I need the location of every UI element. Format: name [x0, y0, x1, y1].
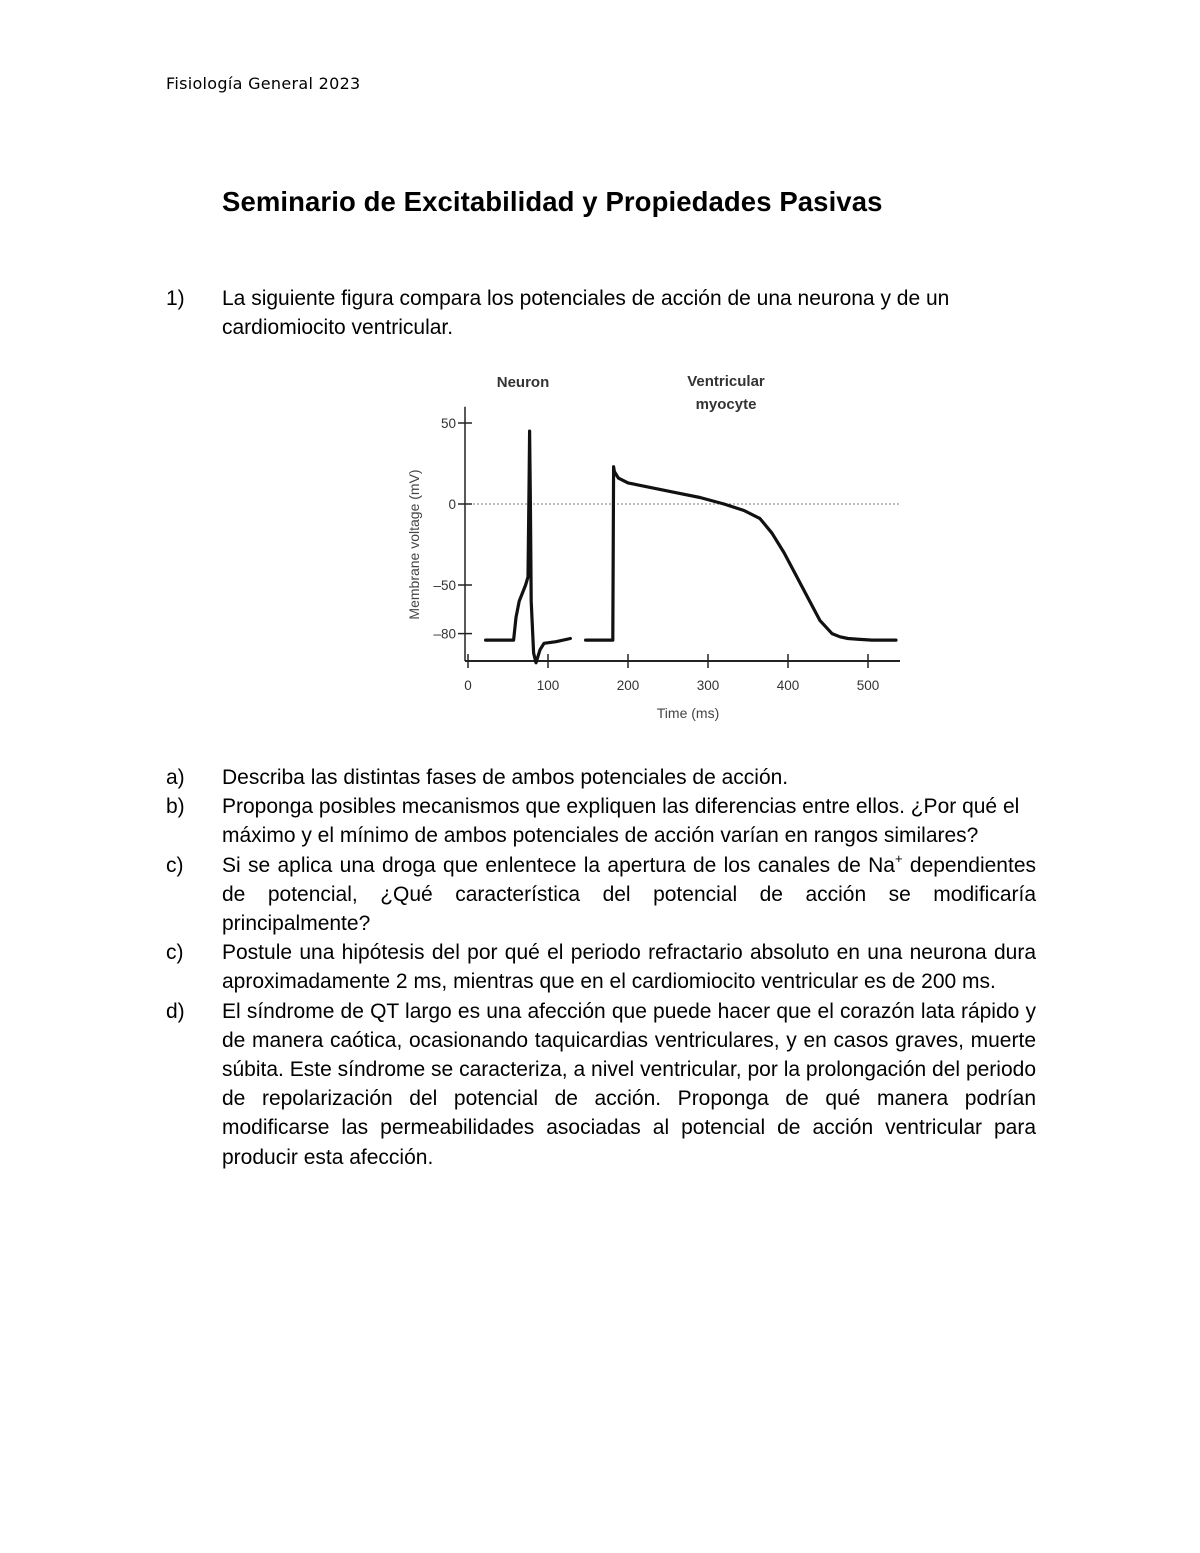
- sub-question-label: c): [166, 853, 184, 877]
- x-tick-label: 0: [464, 678, 472, 693]
- question-number: 1): [166, 287, 185, 310]
- sub-question-d: [166, 997, 1036, 1172]
- sub-question-label: c): [166, 941, 184, 965]
- x-tick-label: 200: [616, 678, 640, 693]
- y-tick-label: 50: [440, 416, 456, 431]
- action-potential-chart: [395, 360, 915, 725]
- x-tick-label: 100: [536, 678, 560, 693]
- y-tick-label: –80: [433, 626, 456, 642]
- x-tick-label: 400: [776, 678, 800, 693]
- page-title: Seminario de Excitabilidad y Propiedades Pasivas: [222, 186, 883, 217]
- myocyte-title-line-1: Ventricular: [687, 373, 765, 390]
- x-tick-label: 500: [856, 678, 880, 693]
- sub-question-list: [166, 763, 1036, 1172]
- y-tick-label: 0: [448, 497, 456, 512]
- sub-question-b: [166, 792, 1036, 850]
- sub-question-c1: [166, 851, 1036, 939]
- sub-question-text: Postule una hipótesis del por qué el periodo refractario absoluto en una neurona dura aproximadamente 2 ms, mientras que en el cardiomiocito ventricular es de 200 ms.: [222, 941, 1036, 994]
- sub-question-label: b): [166, 795, 185, 819]
- page-header: Fisiología General 2023: [166, 74, 361, 93]
- sub-question-text-continued: dependientes de potencial, ¿Qué característica del potencial de acción se modificaría principalmente?: [222, 853, 1037, 936]
- myocyte-title-line-2: myocyte: [695, 396, 757, 413]
- ventricular-myocyte-trace: [586, 467, 896, 640]
- superscript-plus: +: [894, 850, 903, 866]
- sub-question-text: Si se aplica una droga que enlentece la apertura de los canales de Na: [222, 853, 895, 877]
- x-tick-label: 300: [696, 678, 720, 693]
- x-axis-label: Time (ms): [656, 705, 720, 721]
- sub-question-label: d): [166, 999, 185, 1023]
- action-potential-figure: [395, 360, 915, 725]
- sub-question-text: Describa las distintas fases de ambos potenciales de acción.: [222, 766, 789, 789]
- y-axis-label: Membrane voltage (mV): [406, 469, 422, 620]
- question-text: La siguiente figura compara los potenciales de acción de una neurona y de un cardiomiocito ventricular.: [222, 287, 950, 339]
- sub-question-text: El síndrome de QT largo es una afección que puede hacer que el corazón lata rápido y de manera caótica, ocasionando taquicardias ventriculares, y en casos graves, muerte súbita. Este síndrome se caracteriza, a nivel ventricular, por la prolongación del periodo de repolarización del potencial de acción. Proponga de qué manera podrían modificarse las permeabilidades asociadas al potencial de acción ventricular para producir esta afección.: [222, 999, 1036, 1169]
- neuron-trace: [486, 431, 571, 663]
- sub-question-label: a): [166, 766, 185, 789]
- sub-question-a: [166, 763, 1036, 792]
- sub-question-c2: [166, 938, 1036, 996]
- y-tick-label: –50: [433, 578, 456, 593]
- sub-question-text: Proponga posibles mecanismos que expliquen las diferencias entre ellos. ¿Por qué el máximo y el mínimo de ambos potenciales de acción varían en rangos similares?: [222, 795, 1020, 848]
- neuron-title: Neuron: [496, 374, 550, 391]
